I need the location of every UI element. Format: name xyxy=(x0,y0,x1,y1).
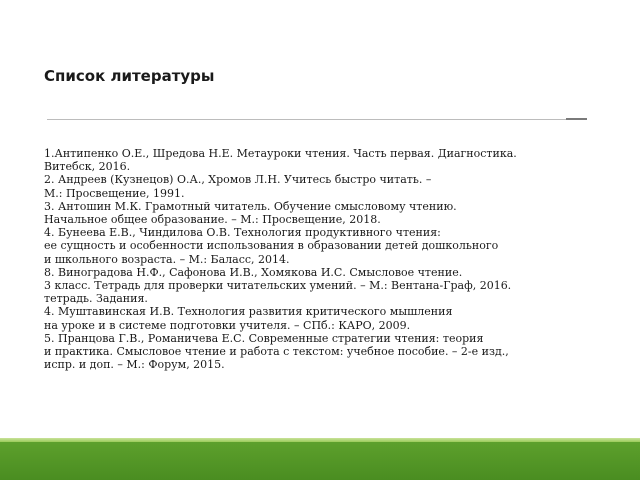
reference-line: М.: Просвещение, 1991. xyxy=(44,186,185,200)
reference-line: 4. Муштавинская И.В. Технология развития критического мышления xyxy=(44,305,453,319)
title-divider-accent xyxy=(566,118,587,120)
reference-line: 8. Виноградова Н.Ф., Сафонова И.В., Хомякова И.С. Смысловое чтение. xyxy=(44,265,463,279)
reference-item xyxy=(44,147,604,173)
reference-item xyxy=(44,332,604,372)
reference-line: 4. Бунеева Е.В., Чиндилова О.В. Технология продуктивного чтения: xyxy=(44,226,441,240)
reference-line: ее сущность и особенности использования в образовании детей дошкольного xyxy=(44,239,499,253)
reference-item xyxy=(44,226,604,266)
reference-line: 3. Антошин М.К. Грамотный читатель. Обучение смысловому чтению. xyxy=(44,199,457,213)
title-divider xyxy=(47,119,587,120)
reference-item xyxy=(44,200,604,226)
reference-item xyxy=(44,266,604,306)
reference-line: 1.Антипенко О.Е., Шредова Н.Е. Метауроки чтения. Часть первая. Диагностика. xyxy=(44,147,517,160)
footer-bar xyxy=(0,442,640,480)
reference-line: 5. Пранцова Г.В., Романичева Е.С. Современные стратегии чтения: теория xyxy=(44,331,484,345)
reference-line: 3 класс. Тетрадь для проверки читательских умений. – М.: Вентана-Граф, 2016. xyxy=(44,279,512,293)
reference-line: Витебск, 2016. xyxy=(44,160,131,174)
reference-list xyxy=(44,147,604,371)
reference-item xyxy=(44,305,604,331)
reference-line: испр. и доп. – М.: Форум, 2015. xyxy=(44,358,225,372)
reference-line: Начальное общее образование. – М.: Просвещение, 2018. xyxy=(44,213,381,227)
reference-line: и практика. Смысловое чтение и работа с текстом: учебное пособие. – 2-е изд., xyxy=(44,345,509,359)
reference-item xyxy=(44,173,604,199)
reference-line: и школьного возраста. – М.: Баласс, 2014. xyxy=(44,252,290,266)
reference-line: тетрадь. Задания. xyxy=(44,292,148,306)
page-title: Список литературы xyxy=(44,67,215,85)
reference-line: 2. Андреев (Кузнецов) О.А., Хромов Л.Н. Учитесь быстро читать. – xyxy=(44,173,432,187)
reference-line: на уроке и в системе подготовки учителя. – СПб.: КАРО, 2009. xyxy=(44,318,411,332)
